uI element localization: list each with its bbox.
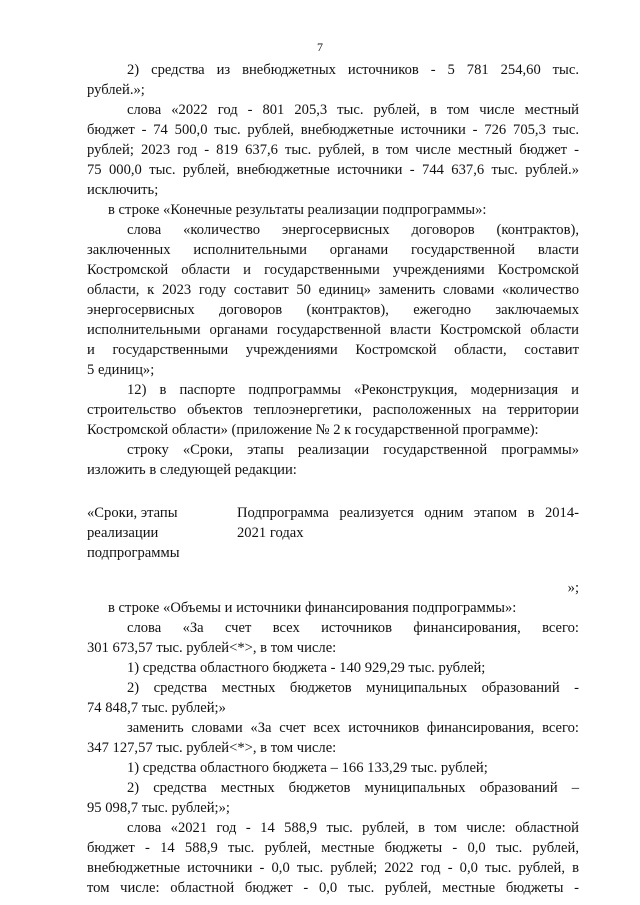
text-line: слова «За счет всех источников финансирования, всего: [127,620,579,636]
text-line: строку «Сроки, этапы реализации государственной программы» [127,442,579,458]
text-line: 2) средства из внебюджетных источников - 5 781 254,60 тыс. [127,62,579,78]
text-line: в строке «Конечные результаты реализации подпрограммы»: [108,202,487,218]
text-line: и государственными учреждениями Костромской области, составит [87,342,579,358]
text-line: Костромской области и государственными учреждениями Костромской [87,262,579,278]
text-line: 347 127,57 тыс. рублей<*>, в том числе: [87,740,337,756]
text-line: бюджет - 14 588,9 тыс. рублей, местные бюджеты - 0,0 тыс. рублей, [87,840,579,856]
table-label-line: «Сроки, этапы [87,505,178,521]
text-line: заключенных исполнительными органами государственной власти [87,242,579,258]
text-line: исполнительными органами государственной власти Костромской области [87,322,579,338]
text-line: заменить словами «За счет всех источников финансирования, всего: [127,720,579,736]
text-line: строительство объектов теплоэнергетики, расположенных на территории [87,402,579,418]
table-label-line: реализации [87,525,159,541]
text-line: энергосервисных договоров (контрактов), ежегодно заключаемых [87,302,579,318]
text-line: 74 848,7 тыс. рублей;» [87,700,226,716]
text-line: слова «2021 год - 14 588,9 тыс. рублей, в том числе: областной [127,820,579,836]
text-line: слова «2022 год - 801 205,3 тыс. рублей, в том числе местный [127,102,579,118]
text-line: 1) средства областного бюджета – 166 133,29 тыс. рублей; [127,760,488,776]
text-line: 12) в паспорте подпрограммы «Реконструкция, модернизация и [127,382,579,398]
table-label-line: подпрограммы [87,545,180,561]
text-line: 5 единиц»; [87,362,155,378]
text-line: рублей; 2023 год - 819 637,6 тыс. рублей, в том числе местный бюджет - [87,142,579,158]
text-line: исключить; [87,182,159,198]
text-line: 95 098,7 тыс. рублей;»; [87,800,230,816]
text-line: 2) средства местных бюджетов муниципальных образований - [127,680,579,696]
table-value-line: Подпрограмма реализуется одним этапом в 2014- [237,505,579,521]
text-line: области, к 2023 году составит 50 единиц» заменить словами «количество [87,282,579,298]
text-line: внебюджетные источники - 0,0 тыс. рублей; 2022 год - 0,0 тыс. рублей, в [87,860,579,876]
text-line: рублей.»; [87,82,145,98]
text-line: Костромской области» (приложение № 2 к государственной программе): [87,422,539,438]
text-line: 1) средства областного бюджета - 140 929,29 тыс. рублей; [127,660,486,676]
text-line: изложить в следующей редакции: [87,462,297,478]
text-line: в строке «Объемы и источники финансирования подпрограммы»: [108,600,517,616]
table-value-line: 2021 годах [237,525,304,541]
text-line: слова «количество энергосервисных договоров (контрактов), [127,222,579,238]
text-line: том числе: областной бюджет - 0,0 тыс. рублей, местные бюджеты - [87,880,579,896]
text-line: 2) средства местных бюджетов муниципальных образований – [127,780,579,796]
text-line: 75 000,0 тыс. рублей, внебюджетные источники - 744 637,6 тыс. рублей.» [87,162,579,178]
text-line: 301 673,57 тыс. рублей<*>, в том числе: [87,640,337,656]
text-line: »; [567,580,579,596]
text-line: бюджет - 74 500,0 тыс. рублей, внебюджетные источники - 726 705,3 тыс. [87,122,579,138]
page-number: 7 [317,40,323,54]
